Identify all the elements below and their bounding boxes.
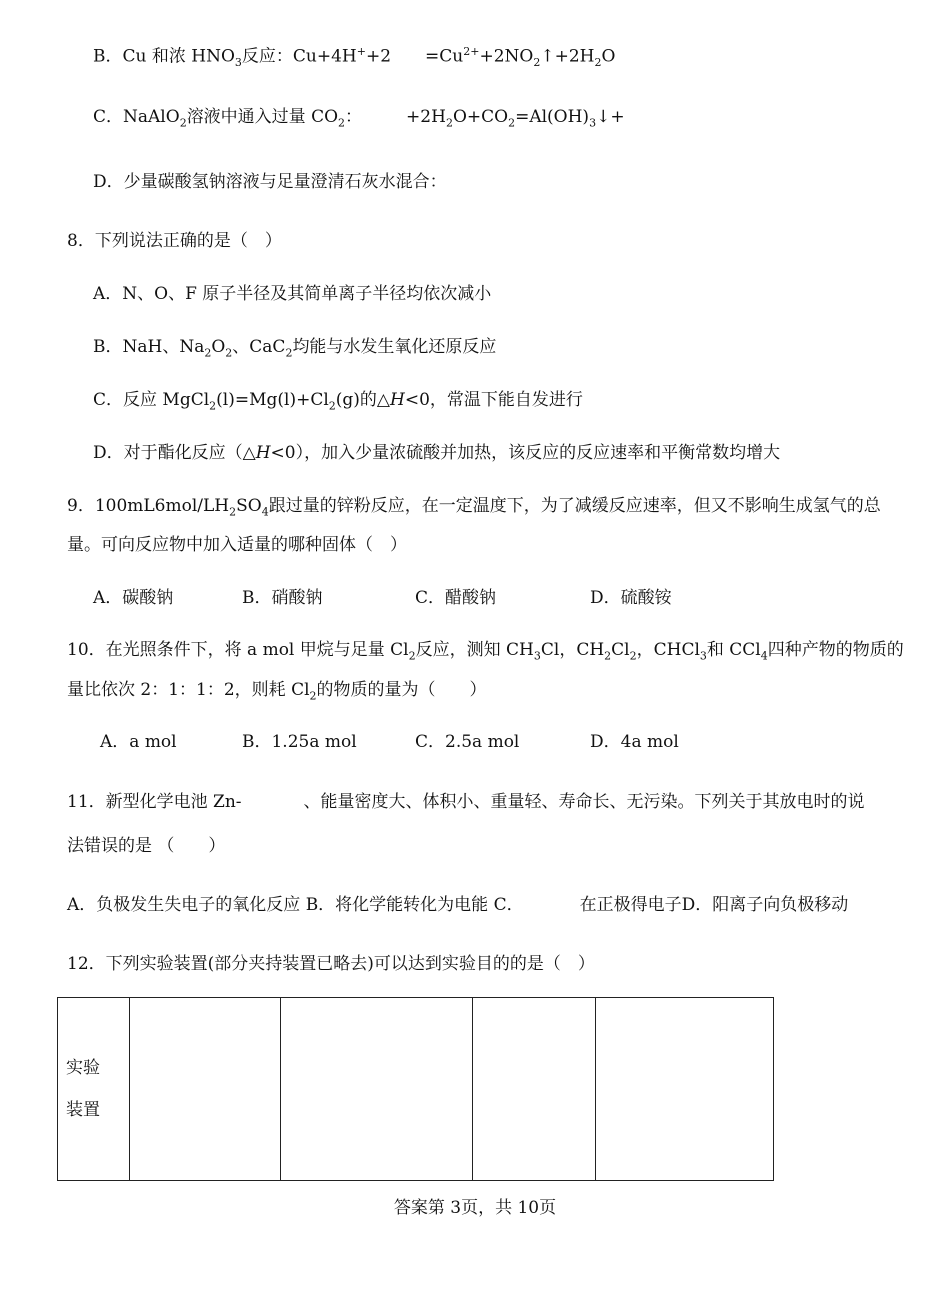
q11-option-c: C．	[493, 895, 524, 915]
q10-stem-line1: 10．在光照条件下，将 a mol 甲烷与足量 $Cl_2$反应，测知 $CH_3Cl$，$CH_2Cl_2$，CHCl$_3$和 CCl$_4$四种产物的物质的	[67, 640, 904, 663]
q7-option-b: B．Cu 和浓 $HNO_3$反应：$Cu+4H^++2 =Cu^{2+}+2NO_2↑+2H_2O$	[93, 45, 616, 70]
q11-option-d: D．阳离子向负极移动	[681, 895, 849, 915]
apparatus-cell-c	[473, 998, 596, 1181]
q11-options	[67, 895, 848, 915]
experiment-apparatus-table	[57, 997, 774, 1181]
q8-option-b: B．NaH、$Na_2O_2$、CaC$_2$均能与水发生氧化还原反应	[93, 337, 497, 360]
q9-option-c: C．醋酸钠	[415, 588, 497, 608]
q7-option-d: D．少量碳酸氢钠溶液与足量澄清石灰水混合：	[93, 172, 447, 192]
apparatus-cell-b	[281, 998, 473, 1181]
table-label-1: 实验	[66, 1058, 100, 1078]
q8-option-c: C．反应 $MgCl_2(l)=Mg(l)+Cl_2(g)$的△H<0，常温下能自发进行	[93, 390, 583, 413]
q9-option-a: A．碳酸钠	[93, 588, 174, 608]
q10-option-a: A．a mol	[100, 732, 177, 752]
q11-option-b: B．将化学能转化为电能	[305, 895, 489, 915]
q11-option-c-text: 在正极得电子	[579, 895, 682, 915]
q11-option-a: A．负极发生失电子的氧化反应	[67, 895, 301, 915]
table-row	[58, 998, 774, 1181]
apparatus-cell-a	[130, 998, 281, 1181]
q9-stem-line1: 9．$100mL6mol/LH_2SO_4$跟过量的锌粉反应，在一定温度下，为了减缓反应速率，但又不影响生成氢气的总	[67, 496, 881, 519]
page-footer: 答案第 3页，共 10页	[393, 1198, 557, 1218]
table-header-cell	[58, 998, 130, 1181]
q9-option-d: D．硫酸铵	[590, 588, 672, 608]
q10-option-d: D．4a mol	[590, 732, 679, 752]
q9-stem-line2: 量。可向反应物中加入适量的哪种固体（ ）	[67, 535, 407, 555]
q10-option-c: C．2.5a mol	[415, 732, 520, 752]
q12-stem: 12．下列实验装置(部分夹持装置已略去)可以达到实验目的的是（ ）	[67, 954, 595, 974]
q10-option-b: B．1.25a mol	[242, 732, 357, 752]
q7-option-c: C．NaAlO$_2$溶液中通入过量 $CO_2$： $+2H_2O+CO_2=Al(OH)_3↓+$	[93, 107, 625, 130]
q11-stem-line1: 11．新型化学电池 Zn- 、能量密度大、体积小、重量轻、寿命长、无污染。下列关于其放电时的说	[67, 792, 865, 812]
q8-option-d: D．对于酯化反应（△H<0），加入少量浓硫酸并加热，该反应的反应速率和平衡常数均增大	[93, 443, 781, 463]
apparatus-cell-d	[596, 998, 774, 1181]
q10-stem-line2: 量比依次 2：1：1：2，则耗 $Cl_2$的物质的量为（ ）	[67, 680, 487, 703]
q8-option-a: A．N、O、F 原子半径及其简单离子半径均依次减小	[93, 284, 492, 304]
q8-stem: 8．下列说法正确的是（ ）	[67, 231, 282, 251]
q9-option-b: B．硝酸钠	[242, 588, 323, 608]
table-label-2: 装置	[66, 1100, 100, 1120]
q11-stem-line2: 法错误的是 （ ）	[67, 836, 226, 856]
